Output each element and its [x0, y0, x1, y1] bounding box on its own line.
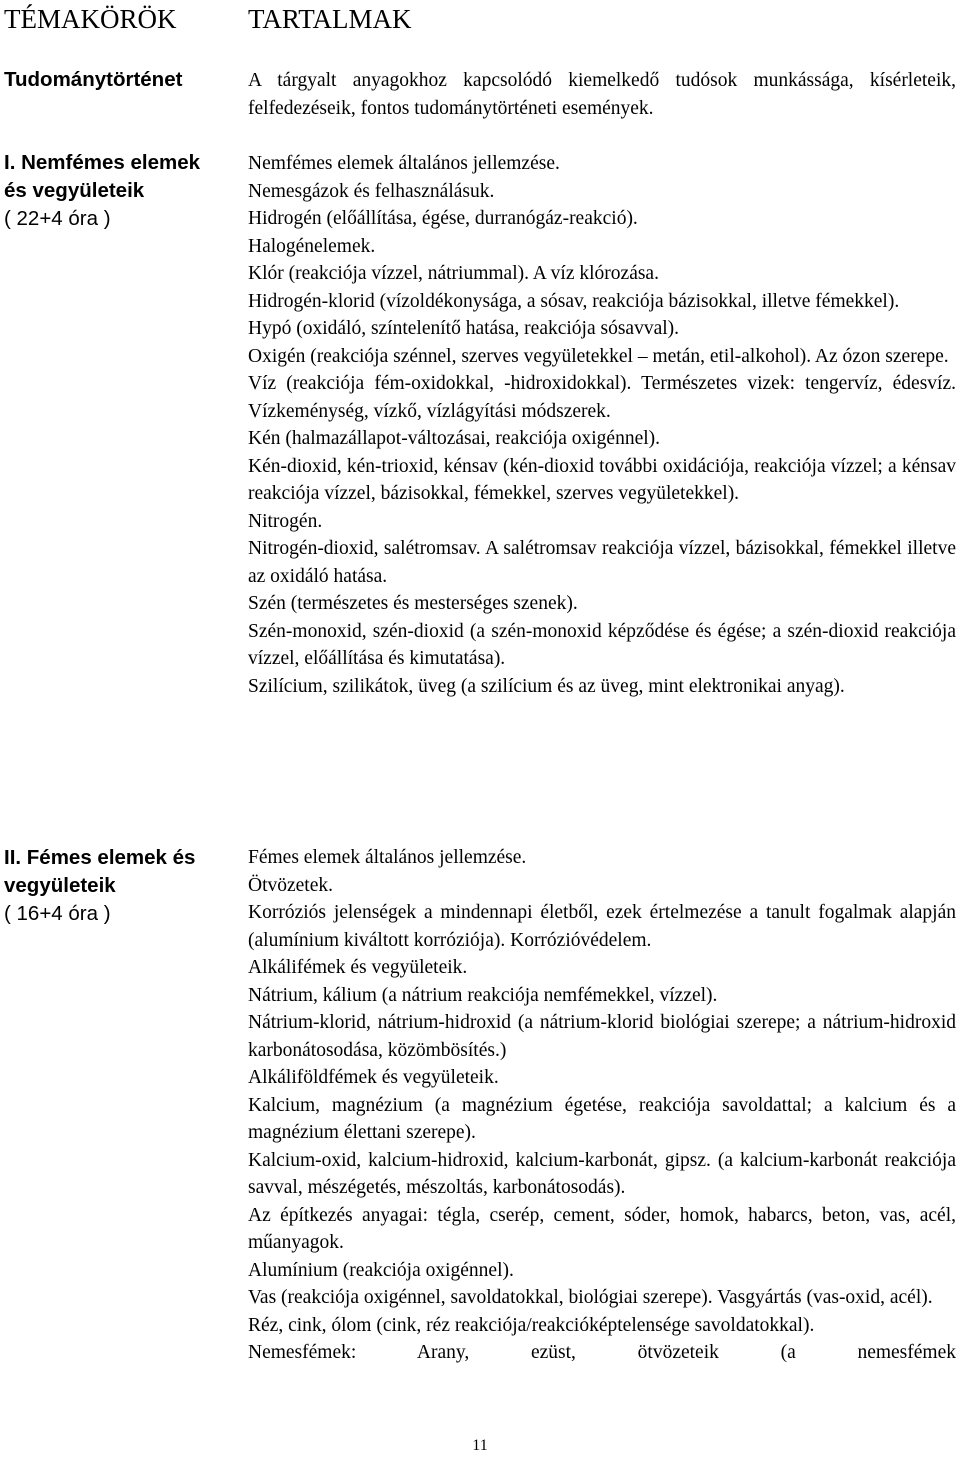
content-item: Nitrogén. [248, 510, 323, 532]
content-item: Nátrium, kálium (a nátrium reakciója nemfémekkel, vízzel). [248, 984, 718, 1006]
content-item: Kén (halmazállapot-változásai, reakciója oxigénnel). [248, 428, 661, 449]
content-item: Fémes elemek általános jellemzése. [248, 847, 527, 868]
page-number: 11 [472, 1437, 488, 1454]
topic-hours: ( 22+4 óra ) [4, 207, 111, 230]
topic-metals [4, 844, 234, 928]
content-item: Hidrogén (előállítása, égése, durranógáz-reakció). [248, 208, 638, 229]
content-item: Szén (természetes és mesterséges szenek). [248, 593, 578, 614]
content-metals [248, 844, 956, 1367]
content-item: Korróziós jelenségek a mindennapi életből, ezek értelmezése a tanult fogalmak alapján (alumínium kiváltott korróziója). Korrózióvédelem. [248, 902, 956, 951]
content-item: Halogénelemek. [248, 235, 376, 257]
content-item: A tárgyalt anyagokhoz kapcsolódó kiemelkedő tudósok munkássága, kísérleteik, felfedezéseik, fontos tudománytörténeti események. [248, 70, 956, 119]
content-item: Hidrogén-klorid (vízoldékonysága, a sósav, reakciója bázisokkal, illetve fémekkel). [248, 290, 900, 312]
content-item: Víz (reakciója fém-oxidokkal, -hidroxidokkal). Természetes vizek: tengervíz, édesvíz. Vízkeménység, vízkő, vízlágyítási módszerek. [248, 373, 956, 422]
topic-title-line: és vegyületeik [4, 179, 145, 202]
content-item: Klór (reakciója vízzel, nátriummal). A víz klórozása. [248, 263, 659, 284]
topic-title-line: vegyületeik [4, 874, 116, 897]
content-item: Nemesgázok és felhasználásuk. [248, 180, 495, 202]
topic-title-line: II. Fémes elemek és [4, 846, 196, 869]
content-item: Alkálifémek és vegyületeik. [248, 957, 468, 978]
content-item: Nitrogén-dioxid, salétromsav. A salétromsav reakciója vízzel, bázisokkal, fémekkel illetve az oxidáló hatása. [248, 538, 956, 587]
content-item: Ötvözetek. [248, 874, 334, 896]
content-item: Nemesfémek: Arany, ezüst, ötvözeteik (a nemesfémek [248, 1342, 956, 1363]
topic-title-line: I. Nemfémes elemek [4, 151, 201, 174]
content-item: Hypó (oxidáló, színtelenítő hatása, reakciója sósavval). [248, 318, 680, 339]
content-item: Kalcium, magnézium (a magnézium égetése, reakciója savoldattal; a kalcium és a magnézium élettani szerepe). [248, 1094, 956, 1143]
topic-title: Tudománytörténet [4, 68, 183, 91]
content-nonmetals [248, 150, 956, 700]
content-item: Alumínium (reakciója oxigénnel). [248, 1259, 514, 1281]
content-item: Kén-dioxid, kén-trioxid, kénsav (kén-dioxid további oxidációja, reakciója vízzel; a kénsav reakciója vízzel, bázisokkal, fémekkel, szerves vegyületekkel). [248, 455, 956, 504]
content-item: Réz, cink, ólom (cink, réz reakciója/reakcióképtelensége savoldatokkal). [248, 1314, 815, 1336]
content-item: Nátrium-klorid, nátrium-hidroxid (a nátrium-klorid biológiai szerepe; a nátrium-hidroxid karbonátosodása, közömbösítés.) [248, 1012, 956, 1061]
topic-hours: ( 16+4 óra ) [4, 902, 111, 925]
content-item: Szén-monoxid, szén-dioxid (a szén-monoxid képződése és égése; a szén-dioxid reakciója vízzel, előállítása és kimutatása). [248, 620, 956, 669]
content-item: Vas (reakciója oxigénnel, savoldatokkal, biológiai szerepe). Vasgyártás (vas-oxid, acél). [248, 1287, 933, 1308]
content-item: Kalcium-oxid, kalcium-hidroxid, kalcium-karbonát, gipsz. (a kalcium-karbonát reakciója savval, mészégetés, mészoltás, karbonátosodás). [248, 1149, 956, 1198]
content-item: Az építkezés anyagai: tégla, cserép, cement, sóder, homok, habarcs, beton, vas, acél, műanyagok. [248, 1204, 956, 1253]
column-header-contents: TARTALMAK [248, 4, 412, 34]
content-item: Szilícium, szilikátok, üveg (a szilícium és az üveg, mint elektronikai anyag). [248, 675, 845, 697]
column-header-topics: TÉMAKÖRÖK [4, 4, 177, 34]
content-history-of-science [248, 67, 956, 122]
content-item: Oxigén (reakciója szénnel, szerves vegyületekkel – metán, etil-alkohol). Az ózon szerepe. [248, 345, 949, 367]
content-item: Alkáliföldfémek és vegyületeik. [248, 1067, 499, 1088]
topic-nonmetals [4, 149, 234, 233]
topic-history-of-science [4, 66, 234, 94]
content-item: Nemfémes elemek általános jellemzése. [248, 153, 560, 174]
